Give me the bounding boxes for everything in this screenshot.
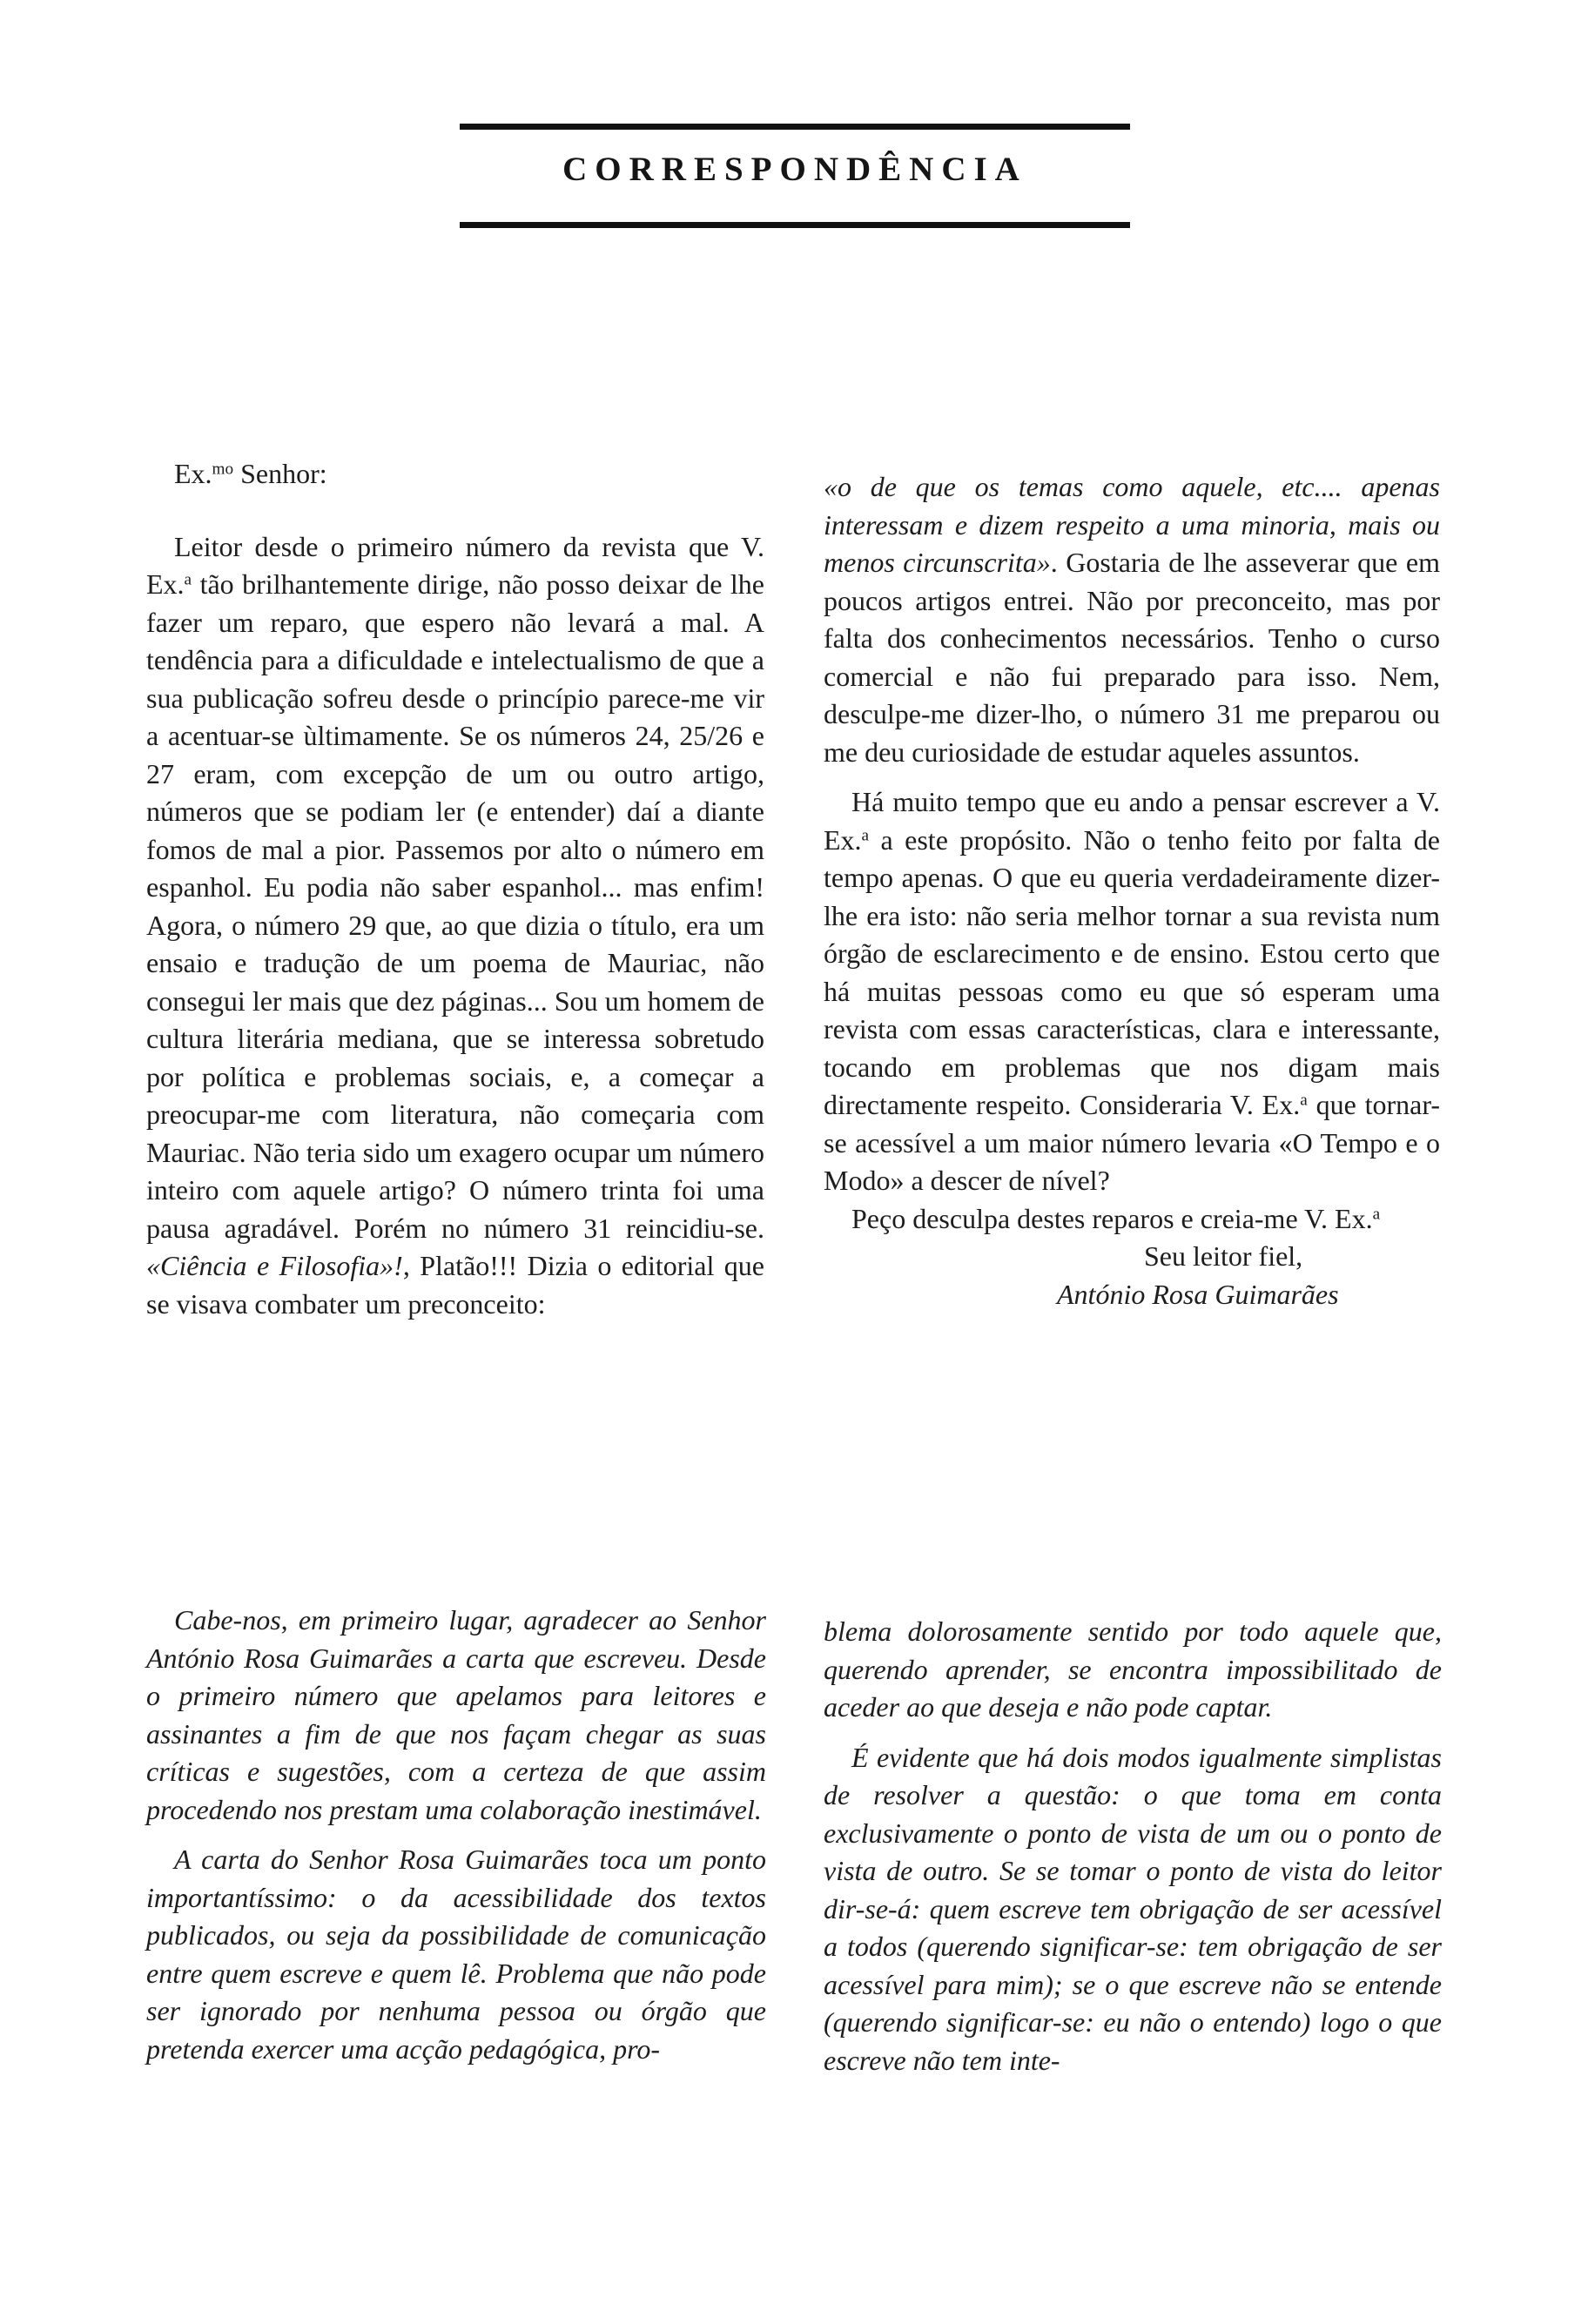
reply-paragraph-2: A carta do Senhor Rosa Guimarães toca um ponto importantíssimo: o da acessibilidade dos textos publicados, ou seja da possibilidade de comunicação entre quem escreve e quem lê. Problema que não pode ser ignorado por nenhuma pessoa ou órgão que pretenda exercer uma acção pedagógica, pro- xyxy=(146,1844,766,2065)
letter-salutation: Ex.$^{mo}$ Senhor: xyxy=(174,458,327,489)
reply-paragraph-1: Cabe-nos, em primeiro lugar, agradecer ao Senhor António Rosa Guimarães a carta que escreveu. Desde o primeiro número que apelamos para leitores e assinantes a fim de que nos façam chegar as suas críticas e sugestões, com a certeza de que assim procedendo nos prestam uma colaboração inestimável. xyxy=(146,1604,766,1825)
reply-paragraph-3: É evidente que há dois modos igualmente simplistas de resolver a questão: o que toma em conta exclusivamente o ponto de vista de um ou o ponto de vista de outro. Se se tomar o ponto de vista do leitor dir-se-á: quem escreve tem obrigação de ser acessível a todos (querendo significar-se: tem obrigação de ser acessível para mim); se o que escreve não se entende (querendo significar-se: eu não o entendo) logo o que escreve não tem inte- xyxy=(824,1741,1442,2076)
letter-paragraph-3: Peço desculpa destes reparos e creia-me V. Ex.$^a$ xyxy=(851,1202,1381,1234)
letter-closing: Seu leitor fiel, xyxy=(1144,1240,1303,1272)
reply-column-right xyxy=(824,1613,1442,2079)
letter-paragraph-1-continued: «o de que os temas como aquele, etc.... apenas interessam e dizem respeito a uma minoria, mais ou menos circunscrita». Gostaria de lhe asseverar que em poucos artigos entrei. Não por preconceito, mas por falta dos conhecimentos necessários. Tenho o curso comercial e não fui preparado para isso. Nem, desculpe-me dizer-lho, o número 31 me preparou ou me deu curiosidade de estudar aqueles assuntos. xyxy=(824,471,1441,768)
reply-column-left xyxy=(146,1602,766,2068)
letter-signature: António Rosa Guimarães xyxy=(1057,1278,1339,1310)
header-top-rule xyxy=(460,124,1130,130)
reply-paragraph-2-continued: blema dolorosamente sentido por todo aquele que, querendo aprender, se encontra impossibilitado de aceder ao que deseja e não pode captar. xyxy=(824,1615,1442,1723)
letter-paragraph-2: Há muito tempo que eu ando a pensar escrever a V. Ex.$^a$ a este propósito. Não o tenho feito por falta de tempo apenas. O que eu queria verdadeiramente dizer-lhe era isto: não seria melhor tornar a sua revista num órgão de esclarecimento e de ensino. Estou certo que há muitas pessoas como eu que só esperam uma revista com essas características, clara e interessante, tocando em problemas que nos digam mais directamente respeito. Consideraria V. Ex.$^a$ que tornar-se acessível a um maior número levaria «O Tempo e o Modo» a descer de nível? xyxy=(824,786,1441,1196)
page-title: CORRESPONDÊNCIA xyxy=(562,151,1027,188)
letter-paragraph-1: Leitor desde o primeiro número da revista que V. Ex.$^a$ tão brilhantemente dirige, não posso deixar de lhe fazer um reparo, que espero não levará a mal. A tendência para a dificuldade e intelectualismo de que a sua publicação sofreu desde o princípio parece-me vir a acentuar-se ùltimamente. Se os números 24, 25/26 e 27 eram, com excepção de um ou outro artigo, números que se podiam ler (e entender) daí a diante fomos de mal a pior. Passemos por alto o número em espanhol. Eu podia não saber espanhol... mas enfim! Agora, o número 29 que, ao que dizia o título, era um ensaio e tradução de um poema de Mauriac, não consegui ler mais que dez páginas... Sou um homem de cultura literária mediana, que se interessa sobretudo por política e problemas sociais, e, a começar a preocupar-me com literatura, não começaria com Mauriac. Não teria sido um exagero ocupar um número inteiro com aquele artigo? O número trinta foi uma pausa agradável. Porém no número 31 reincidiu-se. «Ciência e Filosofia»!, Platão!!! Dizia o editorial que se visava combater um preconceito: xyxy=(146,530,765,1320)
letter-column-left xyxy=(146,455,764,1323)
letter-column-right xyxy=(824,468,1440,1313)
header-bottom-rule xyxy=(460,222,1130,228)
